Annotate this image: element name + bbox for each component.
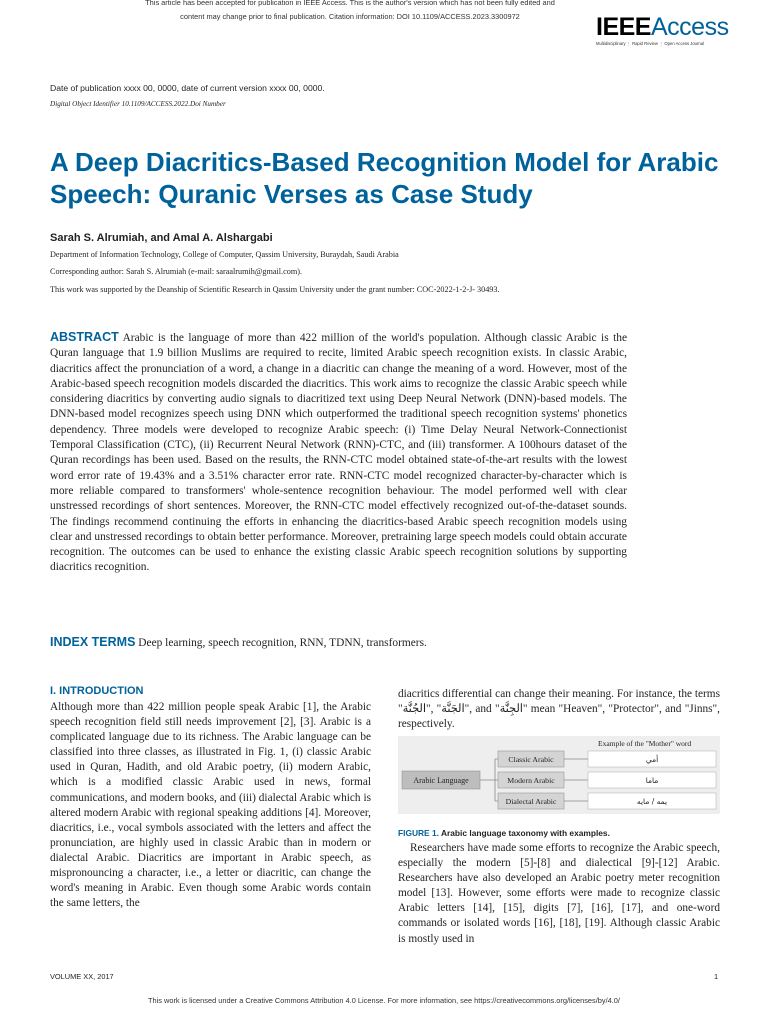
paper-title: A Deep Diacritics-Based Recognition Model for Arabic Speech: Quranic Verses as Case Study — [50, 147, 719, 209]
abstract-text: Arabic is the language of more than 422 million of the world's population. Although classic Arabic is the Quran language that 1.9 billion Muslims are required to recite, limited Arabic speech recognition exists. In classic Arabic, diacritics affect the pronunciation of a word, a change in a diacritic can change the meaning of a word. However, most of the Arabic-based speech recognition models discarded the diacritics. This work aims to recognize the classic Arabic speech while considering diacritics by converting audio signals to diacritized text using Deep Neural Network (DNN)-based models. The DNN-based model recognizes speech using DNN which outperformed the traditional speech recognition systems' phonetics dependency. Three models were developed to recognize Arabic speech: (i) Time Delay Neural Network-Connectionist Temporal Classification (CTC), (ii) Recurrent Neural Network (RNN)-CTC, and (iii) transformer. A 100hours dataset of the Quran recordings has been used. Based on the results, the RNN-CTC model obtained state-of-the-art results with the lowest word error rate of 19.43% and a 3.51% character error rate. RNN-CTC model recognized character-by-character which is more reliable compared to transformers' whole-sentence recognition behaviour. The model performed well with clear unstressed recordings of short sentences. Moreover, the RNN-CTC model effectively recognized out-of-the-dataset sounds. The findings recommend continuing the efforts in enhancing the diacritics-based Arabic speech recognition models using clear and unstressed recordings to obtain better performance. Moreover, pretraining large speech models could obtain accurate recognition. The outcomes can be used to enhance the existing classic Arabic speech recognition solutions by supporting diacritics recognition. — [50, 332, 628, 574]
figure-class-label: Classic Arabic — [508, 755, 554, 764]
author-list: Sarah S. Alrumiah, and Amal A. Alshargabi — [50, 232, 273, 244]
acceptance-notice-line-1: This article has been accepted for publication in IEEE Access. This is the author's version which has not been fully edited and — [145, 0, 555, 7]
figure-example-text: يمه / مايه — [636, 797, 668, 806]
intro-column-2-bottom — [398, 841, 720, 947]
intro-paragraph-1: Although more than 422 million people speak Arabic [1], the Arabic speech recognition field still needs improvement [2], [3]. Arabic is a complicated language due to its richness. The Arabic language can be classified into three classes, as illustrated in Fig. 1, (i) classic Arabic used in Quran, Hadith, and old Arabic poetry, (ii) modern Arabic, which is a modified classic Arabic used in news, formal communications, and modern books, and (iii) dialectal Arabic which is altered modern Arabic with regional speaking additions [4]. Moreover, diacritics, i.e., vocal symbols associated with the letters and affect the pronunciation, are highly used in classic Arabic than in modern or dialectal Arabic. Diacritics are important in Arabic speech, as mispronouncing a character, i.e., a letter or diacritic, can change the word's meaning in Arabic. Even though some Arabic words contain the same letters, the — [50, 701, 371, 910]
section-heading-introduction: I. INTRODUCTION — [50, 685, 144, 697]
figure-example-text: أمي — [645, 755, 659, 764]
figure-caption — [398, 828, 610, 838]
author-affiliation: Department of Information Technology, College of Computer, Qassim University, Buraydah, Saudi Arabia — [50, 250, 399, 259]
figure-row-classic — [498, 751, 716, 767]
figure-class-label: Dialectal Arabic — [505, 797, 557, 806]
index-terms-label: INDEX TERMS — [50, 635, 136, 649]
abstract-label: ABSTRACT — [50, 330, 119, 344]
publication-date: Date of publication xxxx 00, 0000, date of current version xxxx 00, 0000. — [50, 83, 325, 93]
license-notice: This work is licensed under a Creative Commons Attribution 4.0 License. For more information, see https://creativecommons.org/licenses/by/4.0/ — [148, 996, 620, 1005]
figure-root-label: Arabic Language — [413, 776, 469, 785]
intro-paragraph-continued: diacritics differential can change their meaning. For instance, the terms "الجَنَّة" ,"الجُنَّة", and "الجِنَّة" mean "Heaven", "Protector", and "Jinns", respectively. — [398, 688, 720, 731]
index-terms — [50, 635, 627, 649]
volume-footer: VOLUME XX, 2017 — [50, 972, 114, 981]
doi-line: Digital Object Identifier 10.1109/ACCESS.2022.Doi Number — [50, 100, 226, 108]
figure-caption-text: Arabic language taxonomy with examples. — [440, 828, 610, 838]
logo-brand: IEEE — [596, 13, 651, 41]
intro-column-1 — [50, 700, 371, 911]
corresponding-author: Corresponding author: Sarah S. Alrumiah (e-mail: saraalrumih@gmail.com). — [50, 267, 302, 276]
figure-caption-label: FIGURE 1. — [398, 828, 439, 838]
intro-column-2-top — [398, 687, 720, 732]
abstract — [50, 330, 627, 576]
logo-tagline: Multidisciplinary ⋮ Rapid Review ⋮ Open Access Journal — [596, 41, 704, 46]
figure-arabic-taxonomy — [398, 736, 720, 814]
figure-example-header: Example of the "Mother" word — [598, 739, 692, 748]
intro-paragraph-2: Researchers have made some efforts to recognize the Arabic speech, especially the modern [5]-[8] and dialectical [9]-[12] Arabic. Researchers have also developed an Arabic poetry meter recognition model [13]. However, some efforts were made to recognize classic Arabic letters [14], [15], digits [7], [16], [17], and one-word commands or isolated words [16], [18], [19]. Although classic Arabic is mostly used in — [398, 842, 720, 945]
page-number: 1 — [714, 972, 719, 981]
index-terms-text: Deep learning, speech recognition, RNN, TDNN, transformers. — [138, 637, 427, 649]
logo-name: Access — [650, 13, 729, 41]
acceptance-notice-line-2: content may change prior to final publication. Citation information: DOI 10.1109/ACCESS.2023.3300972 — [180, 12, 520, 21]
figure-example-text: ماما — [645, 776, 659, 785]
journal-logo — [596, 13, 729, 46]
figure-class-label: Modern Arabic — [507, 776, 555, 785]
figure-row-dialectal — [498, 793, 716, 809]
funding-note: This work was supported by the Deanship of Scientific Research in Qassim University under the grant number: COC-2022-1-2-J- 30493. — [50, 285, 500, 294]
figure-row-modern — [498, 772, 716, 788]
